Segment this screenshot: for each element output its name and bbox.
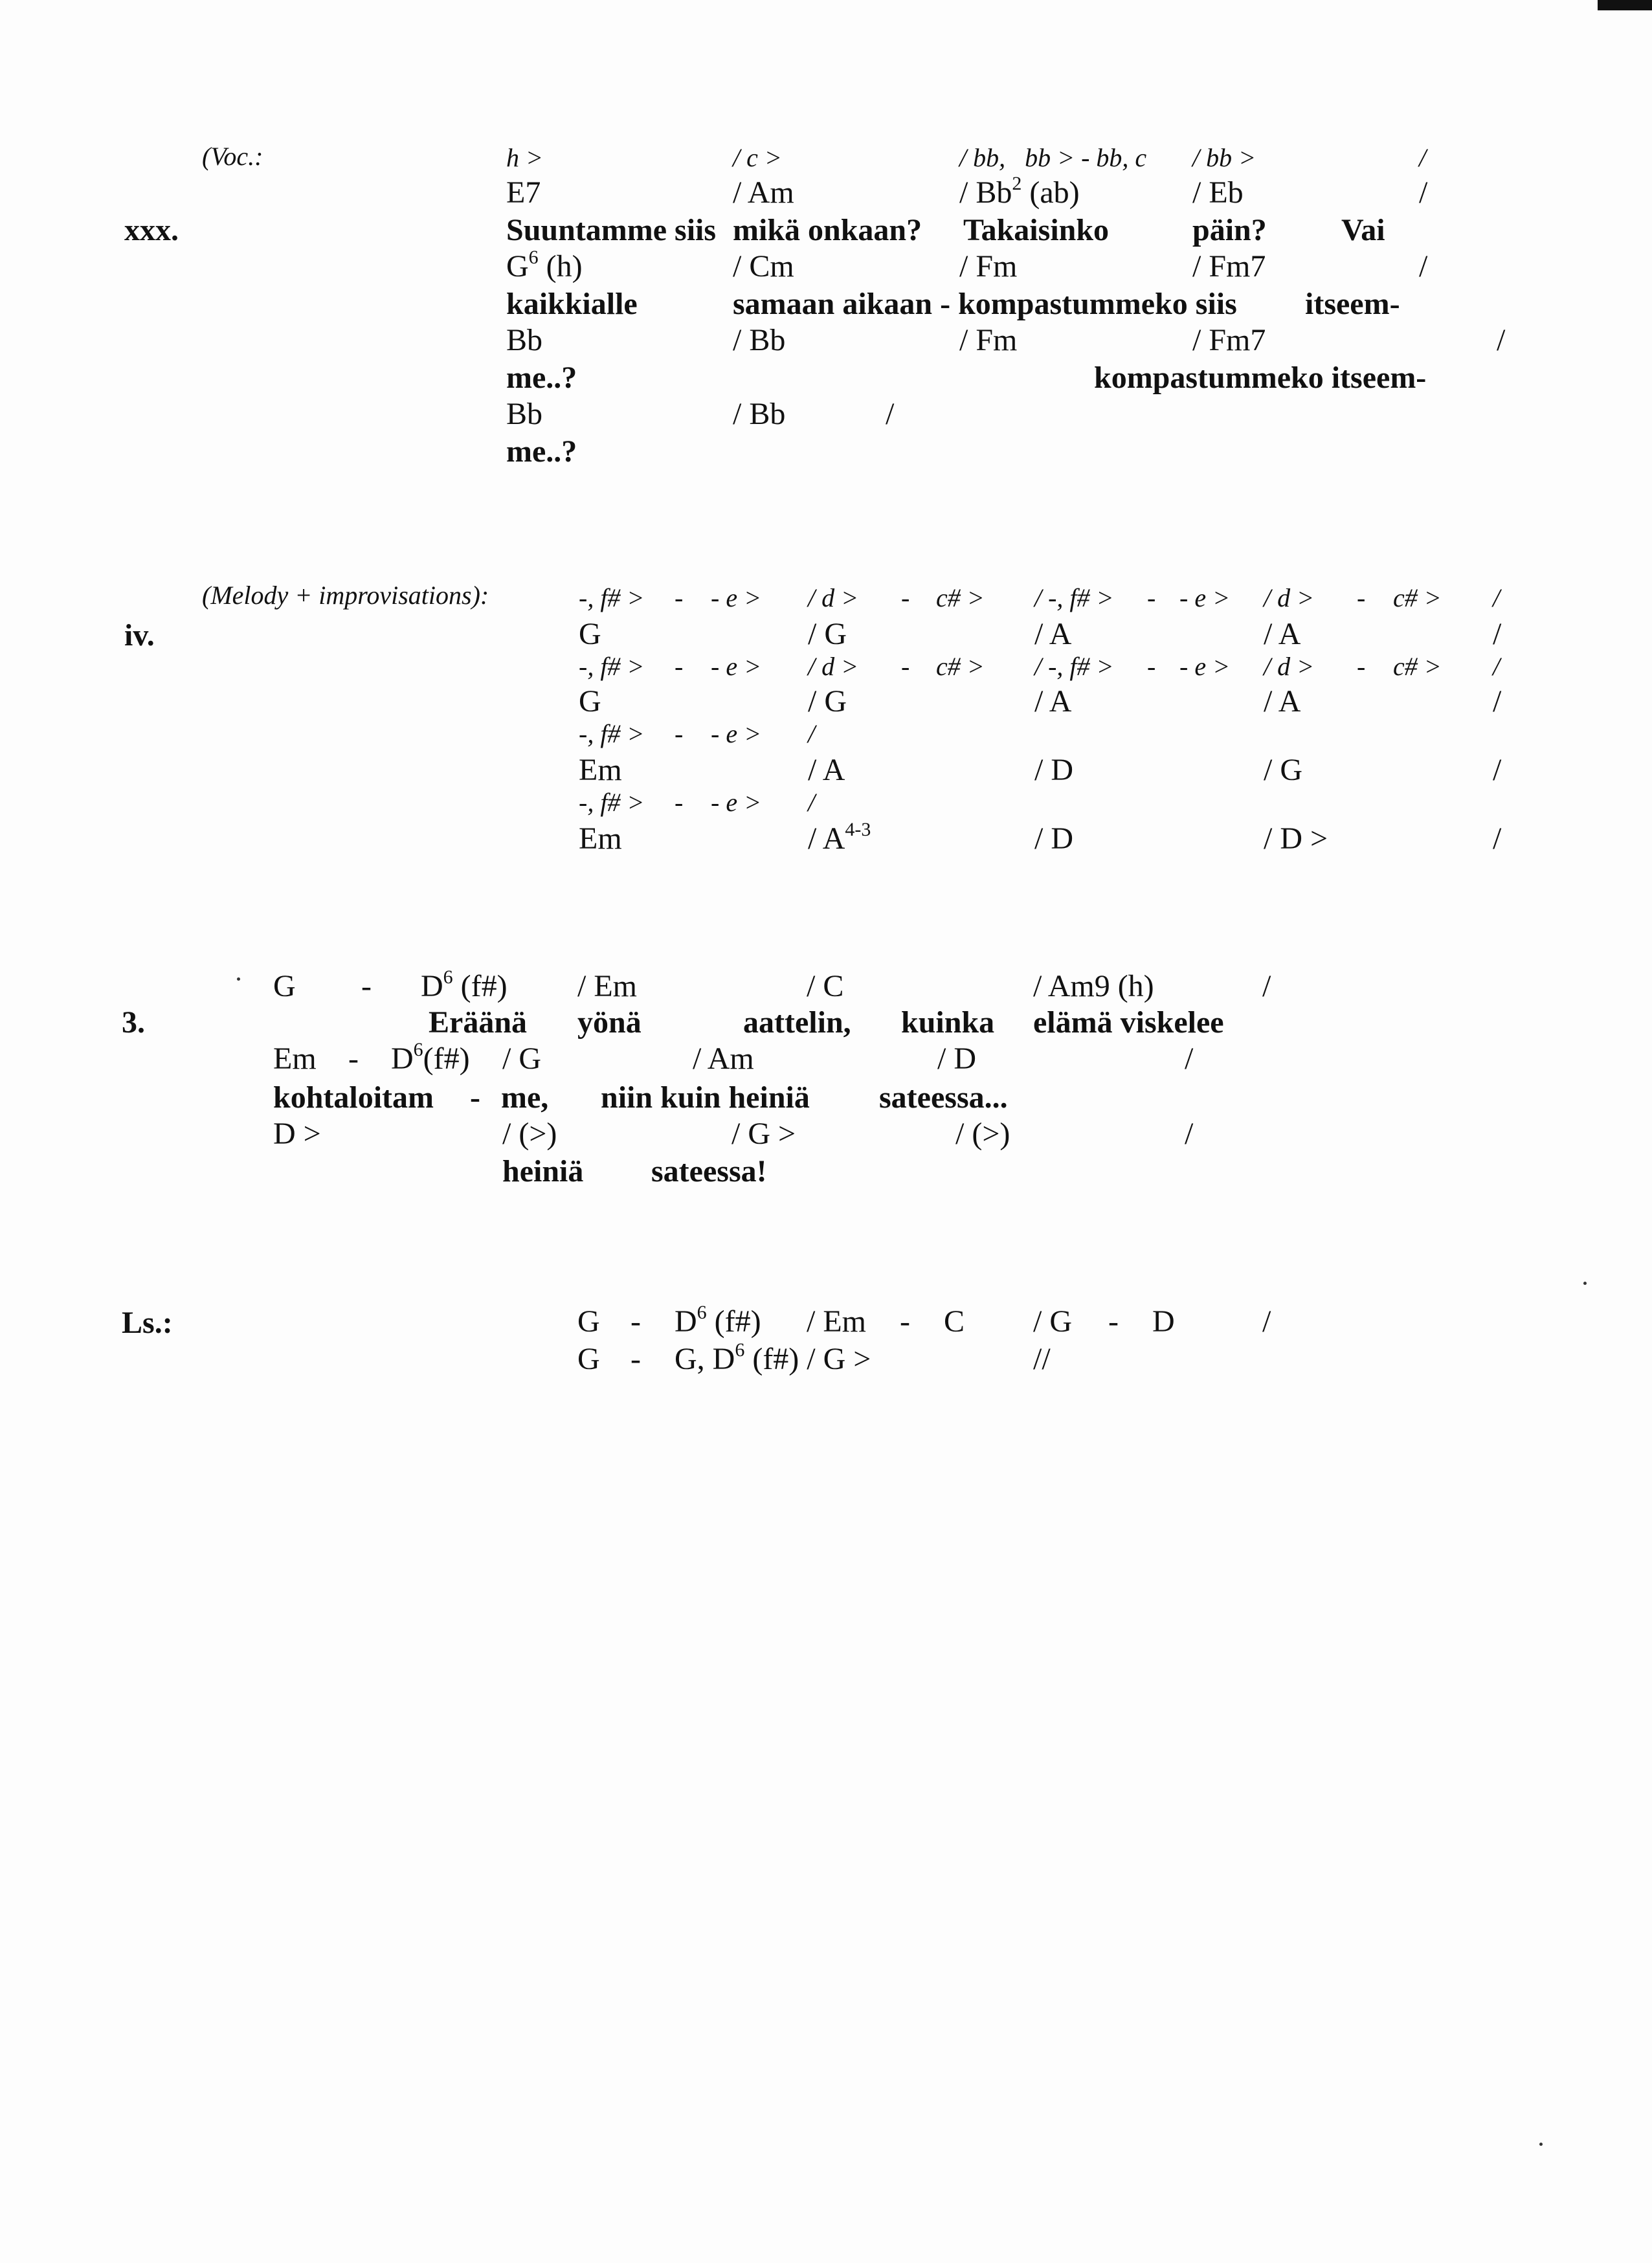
chord: / D > (1264, 821, 1328, 856)
melody-note: -, f# > (579, 652, 645, 681)
chord: / Bb (733, 323, 786, 357)
chord: E7 (506, 175, 541, 210)
melody-note: -, f# > (579, 719, 645, 748)
barline: / (1419, 175, 1428, 210)
lyric: yönä (577, 1005, 642, 1040)
melody-note: c# > (936, 583, 985, 612)
melody-note: -, f# > (579, 788, 645, 817)
chord: / Em (577, 969, 637, 1003)
lyric: elämä viskelee (1033, 1005, 1224, 1040)
chord: / D (937, 1042, 976, 1076)
barline: / (1493, 617, 1502, 651)
melody-note: / d > (1264, 583, 1315, 612)
melody-note: / bb, bb > - bb, c (959, 143, 1147, 172)
chord: - (361, 969, 372, 1003)
melody-note: c# > (1393, 583, 1442, 612)
chord: / $A^{4-3}$ (808, 819, 871, 856)
chord: / Am (693, 1042, 754, 1076)
melody-note: - e > (711, 788, 762, 817)
barline: // (1033, 1342, 1051, 1376)
melody-note: / -, f# > (1034, 652, 1114, 681)
lyric: päin? (1192, 213, 1267, 247)
lyric: heiniä (502, 1154, 584, 1188)
lyric: kuinka (901, 1005, 995, 1040)
lyric: sateessa! (651, 1154, 767, 1188)
scan-edge-mark (1598, 0, 1652, 10)
section-label: 3. (122, 1005, 145, 1040)
melody-note: h > (506, 143, 543, 172)
barline: / (1493, 753, 1502, 787)
melody-note: - (1147, 652, 1156, 681)
chord: Em (579, 821, 622, 856)
voc-note: (Voc.: (202, 142, 263, 171)
lyric: Eräänä (429, 1005, 528, 1040)
lyric: Vai (1341, 213, 1385, 247)
chord: - (348, 1042, 359, 1076)
chord: / A (1264, 617, 1301, 651)
lyric: kompastummeko itseem- (1094, 361, 1427, 395)
scan-speck (1539, 2143, 1543, 2146)
chord: / G > (731, 1117, 796, 1151)
chord: G (577, 1304, 600, 1339)
chord: Bb (506, 397, 543, 431)
chord: $D^6$ (f#) (421, 966, 508, 1003)
chord: / Fm7 (1192, 249, 1266, 284)
chord: / A (808, 753, 845, 787)
scan-speck (1583, 1282, 1587, 1285)
chord: $D^6(f\#)$ (391, 1039, 470, 1076)
lyric: aattelin, (743, 1005, 851, 1040)
melody-note: - (675, 583, 684, 612)
chord: / D (1034, 821, 1073, 856)
lyric: sateessa... (879, 1080, 1008, 1115)
scan-speck (237, 977, 240, 981)
melody-note: - (901, 652, 910, 681)
chord: / Bb$^2$ (ab) (959, 173, 1080, 210)
barline: / (1493, 821, 1502, 856)
chord: G, $D^6$ (f#) / G > (675, 1339, 871, 1376)
lyric: me..? (506, 434, 577, 469)
chord: / Fm (959, 249, 1018, 284)
chord: C (944, 1304, 965, 1339)
barline: / (886, 397, 895, 431)
barline: / (1262, 1304, 1271, 1339)
chord: / G (502, 1042, 541, 1076)
chord: Em (579, 753, 622, 787)
melody-note: / c > (733, 143, 782, 172)
chord: / G (1033, 1304, 1072, 1339)
lyric: me..? (506, 361, 577, 395)
chord: G (577, 1342, 600, 1376)
chord: Em (273, 1042, 317, 1076)
chord: / (>) (955, 1117, 1010, 1151)
barline: / (1419, 249, 1428, 284)
chord: / A (1034, 684, 1072, 719)
chord: / C (807, 969, 844, 1003)
melody-note: - e > (1179, 652, 1231, 681)
barline: / (1493, 684, 1502, 719)
barline: / (1493, 583, 1501, 612)
lyric: mikä onkaan? (733, 213, 922, 247)
chord: / G (808, 617, 847, 651)
chord: / Am9 (h) (1033, 969, 1154, 1003)
chord: / Cm (733, 249, 794, 284)
melody-note: c# > (1393, 652, 1442, 681)
lyric: samaan aikaan - kompastummeko siis (733, 287, 1237, 321)
lyric: kaikkialle (506, 287, 638, 321)
barline: / (808, 788, 816, 817)
lyric: - (470, 1080, 480, 1115)
barline: / (808, 719, 816, 748)
chord: / A (1034, 617, 1072, 651)
lyric: me, (501, 1080, 549, 1115)
chord: - (900, 1304, 910, 1339)
melody-note: -, f# > (579, 583, 645, 612)
barline: / (1262, 969, 1271, 1003)
chord: / A (1264, 684, 1301, 719)
lyric: Takaisinko (963, 213, 1110, 247)
melody-note: / d > (808, 583, 859, 612)
melody-note: - (675, 652, 684, 681)
section-label: Ls.: (122, 1306, 173, 1340)
chord: - (631, 1342, 641, 1376)
melody-note: - e > (711, 719, 762, 748)
chord: $G^6$ (h) (506, 247, 583, 284)
chord: G (579, 617, 601, 651)
melody-note: - (1357, 652, 1366, 681)
chord: / (>) (502, 1117, 557, 1151)
chord: / D (1034, 753, 1073, 787)
chord: - (631, 1304, 641, 1339)
melody-note: - (675, 788, 684, 817)
melody-note: - (1147, 583, 1156, 612)
chord: D > (273, 1117, 321, 1151)
section-label: iv. (124, 618, 155, 652)
chord: / Eb (1192, 175, 1244, 210)
melody-note: / bb > (1192, 143, 1256, 172)
chord: / G (1264, 753, 1302, 787)
lyric: niin kuin heiniä (601, 1080, 810, 1115)
chord: $D^6$ (f#) (675, 1302, 761, 1339)
lyric: kohtaloitam (273, 1080, 434, 1115)
chord: / Fm (959, 323, 1018, 357)
melody-note: c# > (936, 652, 985, 681)
lyric: Suuntamme siis (506, 213, 717, 247)
lyric: itseem- (1305, 287, 1400, 321)
section-note: (Melody + improvisations): (202, 581, 489, 610)
melody-note: / -, f# > (1034, 583, 1114, 612)
melody-note: - (1357, 583, 1366, 612)
chord: / G (808, 684, 847, 719)
melody-note: - (901, 583, 910, 612)
chord: D (1152, 1304, 1175, 1339)
melody-note: - e > (711, 652, 762, 681)
chord: - (1108, 1304, 1119, 1339)
barline: / (1419, 143, 1427, 172)
barline: / (1185, 1042, 1194, 1076)
chord: / Am (733, 175, 794, 210)
chord: / Bb (733, 397, 786, 431)
melody-note: / d > (1264, 652, 1315, 681)
melody-note: / d > (808, 652, 859, 681)
barline: / (1493, 652, 1501, 681)
chord: / Em (807, 1304, 866, 1339)
chord: / Fm7 (1192, 323, 1266, 357)
chord: G (273, 969, 296, 1003)
chord: G (579, 684, 601, 719)
melody-note: - e > (711, 583, 762, 612)
barline: / (1185, 1117, 1194, 1151)
section-label: xxx. (124, 213, 179, 247)
barline: / (1497, 323, 1506, 357)
melody-note: - e > (1179, 583, 1231, 612)
melody-note: - (675, 719, 684, 748)
chord: Bb (506, 323, 543, 357)
